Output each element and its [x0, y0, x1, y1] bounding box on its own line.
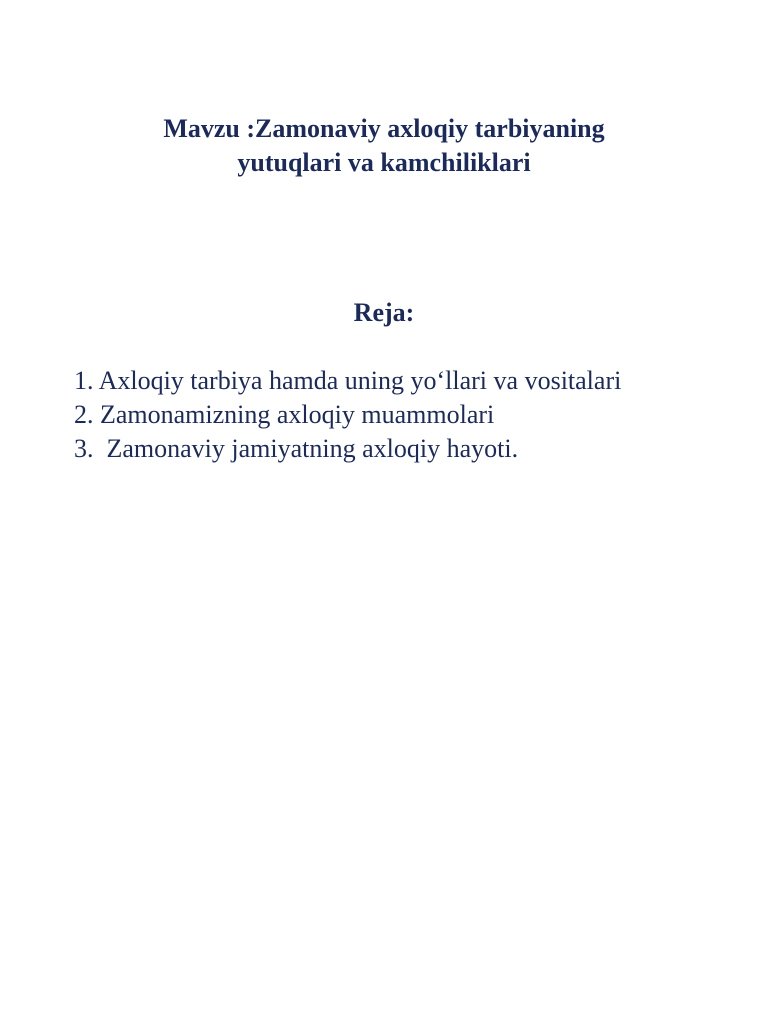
plan-item-2: 2. Zamonamizning axloqiy muammolari	[74, 400, 495, 429]
title-line-2: yutuqlari va kamchiliklari	[237, 148, 531, 177]
plan-list	[74, 364, 694, 466]
page-title	[60, 112, 708, 180]
title-line-1: Mavzu :Zamonaviy axloqiy tarbiyaning	[163, 114, 605, 143]
plan-item-3: 3. Zamonaviy jamiyatning axloqiy hayoti.	[74, 434, 519, 463]
plan-heading: Reja:	[353, 298, 415, 327]
plan-item-1: 1. Axloqiy tarbiya hamda uning yo‘llari va vositalari	[74, 366, 622, 395]
